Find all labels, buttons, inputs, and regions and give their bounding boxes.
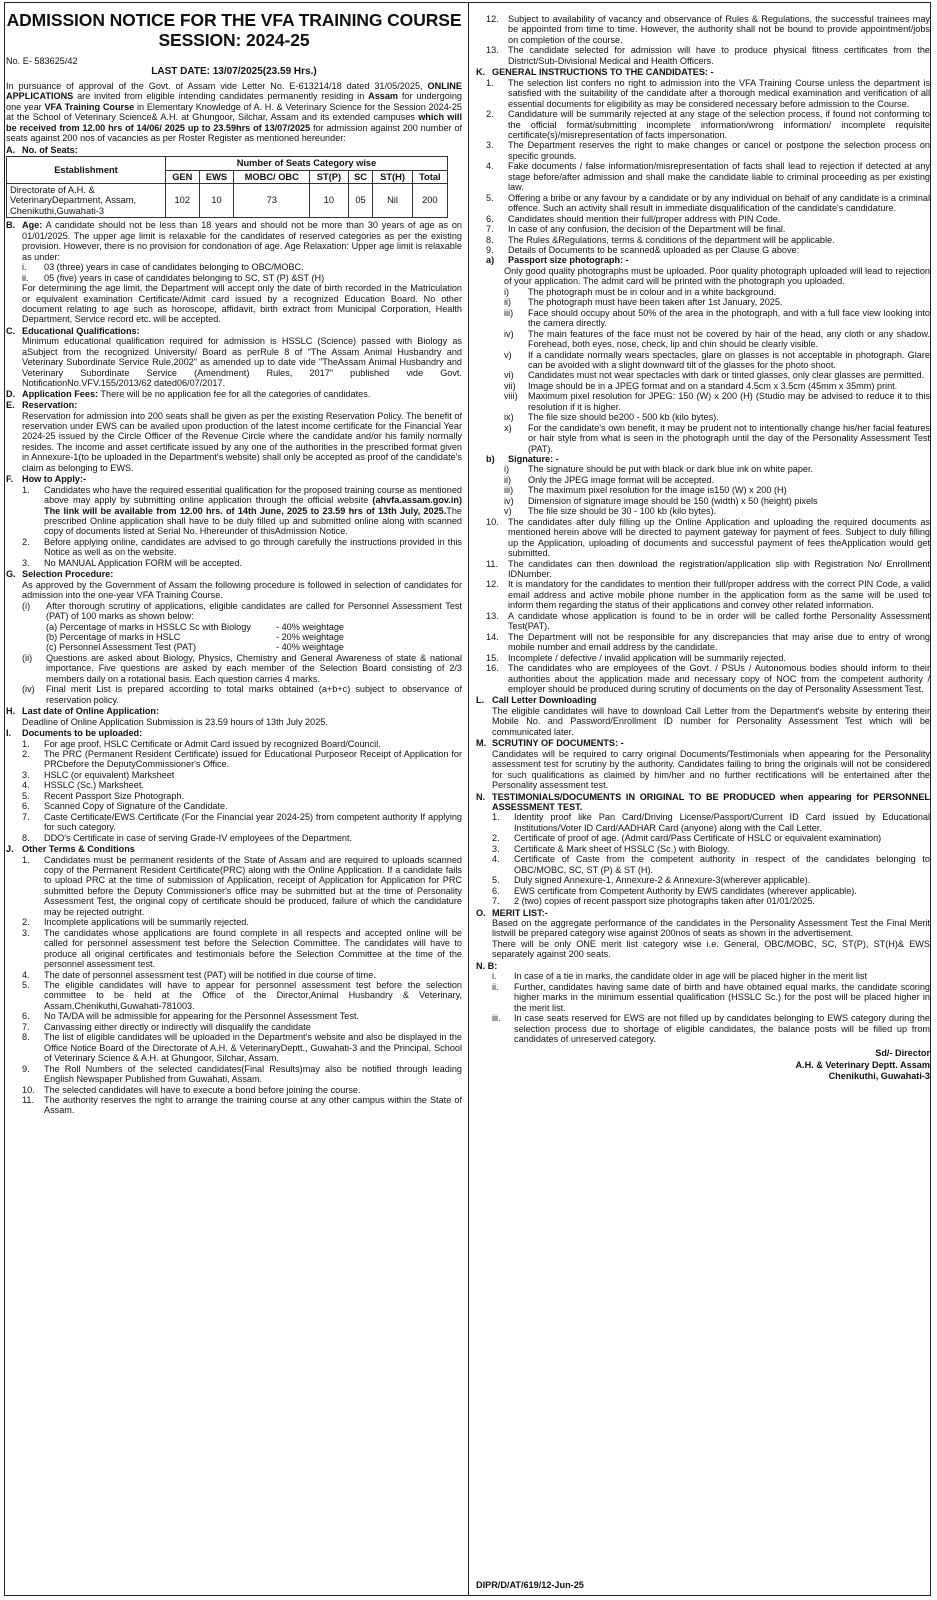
list-item: vii) Image should be in a JPEG format and on a standard 4.5cm x 3.5cm (45mm x 35mm) print.: [504, 380, 898, 391]
list-item: 11. The candidates can then download the registration/application slip with Registration No/ Enrollment IDNumber.: [486, 558, 930, 580]
section-e-heading: E. Reservation:: [6, 400, 78, 411]
weightage-row: (a) Percentage of marks in HSSLC Sc with Biology - 40% weightage: [46, 621, 344, 632]
photo-subheading: a) Passport size photograph: -: [486, 255, 629, 266]
signature-line: Chenikuthi, Guwahati-3: [828, 1071, 930, 1082]
table-cell: 10: [310, 183, 349, 217]
list-item: (i) After thorough scrutiny of applications, eligible candidates are called for Personnel Assessment Test (PAT) of 100 marks as shown below:: [22, 600, 462, 622]
list-item: i. 03 (three) years in case of candidates belonging to OBC/MOBC.: [22, 262, 304, 273]
table-col-header: ST(H): [373, 170, 412, 183]
reference-number: No. E- 583625/42: [6, 56, 78, 66]
table-cell: 200: [412, 183, 447, 217]
list-item: 2. Certificate of proof of age. (Admit card/Pass Certificate of HSLC or equivalent examination): [492, 833, 882, 844]
list-item: 12. It is mandatory for the candidates to mention their full/proper address with the correct PIN Code, a valid email address and active mobile phone number in the application form as the same will be used to inform them regarding the status of their applications and convey other related information.: [486, 579, 930, 611]
section-k-heading: K. GENERAL INSTRUCTIONS TO THE CANDIDATES: -: [476, 67, 714, 78]
list-item: 2. Incomplete applications will be summarily rejected.: [22, 917, 249, 928]
list-item: 4. HSSLC (Sc.) Marksheet.: [22, 780, 144, 791]
weightage-row: (b) Percentage of marks in HSLC - 20% weightage: [46, 632, 344, 643]
section-n-heading: N. TESTIMONIALS/DOCUMENTS IN ORIGINAL TO BE PRODUCED when appearing for PERSONNEL ASSESSMENT TEST.: [476, 791, 930, 812]
table-col-header: EWS: [199, 170, 234, 183]
section-c-text: Minimum educational qualification required for admission is HSSLC (Science) passed with Biology as aSubject from the recognized University/ Board as perRule 8 of "The Assam Animal Husbandry and Veterinary Subordinate Service Rule,2002" as amended up to date vide "TheAssam Animal Husbandry and Veterinary Subordinate Service (Amendment) Rules, 2017" published vide Govt. NotificationNo.VFV.155/2013/62 dated06/07/2017.: [22, 336, 462, 389]
section-l-heading: L. Call Letter Downloading: [476, 695, 597, 706]
section-j-heading: J. Other Terms & Conditions: [6, 844, 135, 855]
list-item: 13. A candidate whose application is found to be in order will be called forthe Personality Assessment Test(PAT).: [486, 610, 930, 632]
list-item: 6. EWS certificate from Competent Authority by EWS candidates (wherever applicable).: [492, 885, 857, 896]
table-col-header: GEN: [166, 170, 200, 183]
section-h-text: Deadline of Online Application Submission is 23.59 hours of 13th July 2025.: [22, 716, 328, 727]
list-item: 2. Before applying online, candidates are advised to go through carefully the instructions provided in this Notice as well as on the website.: [22, 536, 462, 558]
list-item: x) For the candidate's own benefit, it may be prudent not to intentionally change his/her facial features or hair style from what is seen in the photograph until the day of the Personality Assessment Test (PAT).: [504, 422, 930, 454]
list-item: 2. Candidature will be summarily rejected at any stage of the selection process, if found not conforming to the official format/submitting incomplete information/wrong information/ incomplete requisite certificate(s)/misrepresentation of facts impersonation.: [486, 109, 930, 140]
list-item: iv) Dimension of signature image should be 150 (width) x 50 (height) pixels: [504, 495, 818, 506]
list-item: (ii) Questions are asked about Biology, Physics, Chemistry and General Awareness of state & national importance. Five questions are asked by each member of the Selection Board consisting of 2/3 members daily on a rotational basis. Each question carries 4 marks.: [22, 652, 462, 684]
section-o-text-1: Based on the aggregate performance of the candidates in the Personality Assessment Test the Final Merit listwill be prepared category wise against 200nos of seats as shown in the advertisement.: [492, 917, 930, 939]
section-j-list: [6, 855, 462, 1116]
terms-continued-list: [476, 14, 930, 66]
signature-block: [476, 1048, 930, 1083]
section-i-heading: I. Documents to be uploaded:: [6, 728, 143, 739]
list-item: 3. The Department reserves the right to make changes or cancel or postpone the selection process on specific grounds.: [486, 140, 930, 161]
table-col-header: Total: [412, 170, 447, 183]
section-l-text: The eligible candidates will have to download Call Letter from the Department's website by entering their Mobile No. and Password/Enrollment ID number for Personality Assessment Test which will be communicated later.: [492, 705, 930, 737]
list-item: 6. Candidates should mention their full/proper address with PIN Code.: [486, 213, 781, 224]
weightage-row: (c) Personnel Assessment Test (PAT) - 40% weightage: [46, 642, 344, 653]
photo-text: Only good quality photographs must be uploaded. Poor quality photograph uploaded will lead to rejection of your application. The admit card will be printed with the photograph you uploaded.: [504, 265, 930, 287]
list-item: i. In case of a tie in marks, the candidate older in age will be placed higher in the merit list: [492, 971, 868, 982]
list-item: 5. Offering a bribe or any favour by a candidate or by any individual on behalf of any candidate is a criminal offence. Such an activity shall result in immediate disqualification of the candidate's candidature.: [486, 192, 930, 214]
last-date: LAST DATE: 13/07/2025(23.59 Hrs.): [151, 66, 317, 78]
section-n-list: [476, 812, 930, 906]
list-item: 11. The authority reserves the right to arrange the training course at any other campus within the State of Assam.: [22, 1094, 462, 1116]
table-cell: 10: [199, 183, 234, 217]
list-item: 1. Candidates who have the required essential qualification for the proposed training course as mentioned above may apply by submitting online application through the official website (ahvfa.assam.gov.in) The link will be available from 12.00 hrs. of 14th June, 2025 to 23.59 hrs of 13th July, 2025.The prescribed Online application shall have to be duly filled up and submitted online along with scanned copy of documents listed at Serial No. Hhereunder of thisAdmission Notice.: [22, 484, 462, 537]
list-item: v) The file size should be 30 - 100 kb (kilo bytes).: [504, 506, 717, 517]
list-item: 15. Incomplete / defective / invalid application will be summarily rejected.: [486, 652, 786, 663]
list-item: 1. Identity proof like Pan Card/Driving License/Passport/Current ID Card issued by Educational Institutions/Voter ID Card/AADHAR Card (anyone) along with the Call Letter.: [492, 812, 930, 833]
list-item: 4. Fake documents / false information/misrepresentation of facts shall lead to rejection if detected at any stage before/after admission and shall make the candidate liable to criminal proceeding as per existing law.: [486, 161, 930, 193]
list-item: 9. The Roll Numbers of the selected candidates(Final Results)may also be notified through leading English Newspaper Published from Guwahati, Assam.: [22, 1063, 462, 1085]
list-item: iii) Face should occupy about 50% of the area in the photograph, and with a full face view looking into the camera directly.: [504, 307, 930, 329]
list-item: 3. HSLC (or equivalent) Marksheet: [22, 769, 175, 780]
section-o-text-2: There will be only ONE merit list category wise i.e. General, OBC/MOBC, SC, ST(P), ST(H)& EWS separately against 200 seats.: [492, 938, 930, 960]
table-header-group: Number of Seats Category wise: [166, 157, 448, 170]
list-item: 7. 2 (two) copies of recent passport size photographs taken after 01/01/2025.: [492, 896, 815, 907]
section-g-text: As approved by the Government of Assam the following procedure is followed in selection of candidates for admission into the one-year VFA Training Course.: [22, 579, 462, 601]
list-item: ii) The photograph must have been taken after 1st January, 2025.: [504, 297, 783, 308]
seats-table: [6, 156, 448, 218]
list-item: 14. The Department will not be responsible for any discrepancies that may arise due to entry of wrong mobile number and email address by the candidate.: [486, 631, 930, 653]
section-c-heading: C. Educational Qualifications:: [6, 325, 140, 336]
section-a-heading: A. No. of Seats:: [6, 144, 78, 155]
list-item: iii. In case seats reserved for EWS are not filled up by candidates belonging to EWS category during the selection process due to shortage of eligible candidates, the balance posts will be filled up from candidates of unreserved category.: [492, 1013, 930, 1044]
list-item: ii. Further, candidates having same date of birth and have obtained equal marks, the candidate scoring higher marks in the minimum essential qualification (HSSLC Sc.) for the post will be placed higher in the merit list.: [492, 981, 930, 1013]
section-b: B. Age: A candidate should not be less than 18 years and should not be more than 30 years of age as on 01/01/2025. The upper age limit is relaxable for the candidates of reserved categories as per the existing provision. However, there is no provision for condonation of age. Age Relaxation: Upper age limit is relaxable as under:: [6, 220, 462, 262]
right-column: [476, 0, 930, 1596]
list-item: 10. The selected candidates will have to execute a bond before joining the course.: [22, 1084, 361, 1095]
section-g-list: [6, 601, 462, 706]
list-item: 5. Duly signed Annexure-1, Annexure-2 & Annexure-3(wherever applicable).: [492, 875, 811, 886]
list-item: 5. The eligible candidates will have to appear for personnel assessment test before the selection committee to be held at the Office of the Director,Animal Husbandry & Veterinary, Assam,Chenikuthi,Guwahati-781003.: [22, 979, 462, 1011]
list-item: ix) The file size should be200 - 500 kb (kilo bytes).: [504, 412, 719, 423]
list-item: 12. Subject to availability of vacancy and observance of Rules & Regulations, the successful trainees may be appointed from time to time. However, the authority shall not be bound to provide appointment/jobs on completion of the course.: [486, 14, 930, 45]
nb-heading: N. B:: [476, 960, 498, 971]
list-item: i) The photograph must be in colour and in a white background.: [504, 286, 777, 297]
list-item: 2. The PRC (Permanent Resident Certificate) issued for Educational Purposeor Receipt of Application for PRCbefore the DeputyCommissioner's Office.: [22, 749, 462, 770]
list-item: 10. The candidates after duly filling up the Online Application and uploading the required documents as mentioned herein above will be directed to payment gateway for payment of fees. Subject to duly filling up the Application, uploading of documents and successful payment of fees theApplication would get submitted.: [486, 516, 930, 559]
table-cell: 73: [234, 183, 310, 217]
table-header-establishment: Establishment: [7, 157, 166, 184]
table-row: [7, 183, 448, 217]
signature-line: A.H. & Veterinary Deptt. Assam: [795, 1059, 930, 1070]
table-col-header: ST(P): [310, 170, 349, 183]
section-f-list: [6, 485, 462, 569]
photo-list: [486, 287, 930, 454]
section-e-text: Reservation for admission into 200 seats shall be given as per the existing Reservation Policy. The benefit of reservation under EWS can be availed upon production of the latest income certificate for the Financial Year 2024-25 issued by the Circle Officer of the Revenue Circle where the candidate and/or his family normally resides. The income and asset certificate issued by any one of the authorities in the prescribed format given in Annexure-1(to be uploaded in the Department's website) shall only be accepted as proof of the candidate's claim as belonging to EWS.: [22, 410, 462, 473]
section-i-list: [6, 739, 462, 844]
list-item: ii) Only the JPEG image format will be accepted.: [504, 474, 715, 485]
list-item: iv) The main features of the face must not be covered by hair of the head, any cloth or any shadow. Forehead, both eyes, nose, check, lip and chin should be clearly visible.: [504, 328, 930, 350]
list-item: 1. Candidates must be permanent residents of the State of Assam and are required to uploads scanned copy of the Permanent Resident Certificate(PRC) along with the Online Application. If a candidate fails to upload PRC at the time of submission of Application, receipt of Application for Application for PRC submitted before the Deputy Commissioner's office may be submitted but at the time of Personality Assessment Test, the original copy of certificate should be produced, failure of which the candidature may be rejected outright.: [22, 854, 462, 917]
list-item: 6. No TA/DA will be admissible for appearing for the Personnel Assessment Test.: [22, 1011, 359, 1022]
section-b-text: For determining the age limit, the Department will accept only the date of birth recorded in the Matriculation or equivalent examination Certificate/Admit card issued by a recognized Education Board. No other document relating to age such as horoscope, affidavit, birth extract from Municipal Corporation, Health Department, Service record etc. will be accepted.: [22, 283, 462, 325]
list-item: v) If a candidate normally wears spectacles, glare on glasses is not acceptable in photograph. Glare can be avoided with a slight downward tilt of the glasses for the photo shoot.: [504, 349, 930, 370]
table-col-header: SC: [348, 170, 373, 183]
list-item: i) The signature should be put with black or dark blue ink on white paper.: [504, 464, 814, 475]
table-cell-establishment: Directorate of A.H. & VeterinaryDepartment, Assam, Chenikuthi,Guwahati-3: [7, 183, 166, 217]
nb-list: [476, 971, 930, 1044]
signature-line: Sd/- Director: [875, 1048, 930, 1059]
list-item: 13. The candidate selected for admission will have to produce physical fitness certificates from the District/Sub-Divisional Medical and Health Officers.: [486, 45, 930, 66]
section-b-list: [6, 262, 462, 283]
list-item: 3. Certificate & Mark sheet of HSSLC (Sc.) with Biology.: [492, 843, 730, 854]
section-g-heading: G. Selection Procedure:: [6, 569, 114, 580]
section-h-heading: H. Last date of Online Application:: [6, 706, 160, 717]
section-d: D. Application Fees: There will be no application fee for all the categories of candidates.: [6, 388, 371, 399]
notice-title: [6, 10, 462, 50]
list-item: 1. For age proof, HSLC Certificate or Admit Card issued by recognized Board/Council.: [22, 738, 381, 749]
dipr-reference: DIPR/D/AT/619/12-Jun-25: [476, 1579, 584, 1590]
list-item: vi) Candidates must not wear spectacles with dark or tinted glasses, only clear glasses are permitted.: [504, 370, 925, 381]
signature-list: [486, 464, 930, 516]
section-m-text: Candidates will be required to carry original Documents/Testimonials when appearing for the Personality assessment test for scrutiny by the authority. Candidates failing to bring the originals will not be considered for such qualifications as claimed by him/her and no further rectifications will be entertained after the Personality assessment test.: [492, 748, 930, 791]
list-item: 9. Details of Documents to be scanned& uploaded as per Clause G above:: [486, 244, 800, 255]
list-item: 8. The Rules &Regulations, terms & conditions of the department will be applicable.: [486, 234, 835, 245]
list-item: iii) The maximum pixel resolution for the image is150 (W) x 200 (H): [504, 485, 787, 496]
list-item: 6. Scanned Copy of Signature of the Candidate.: [22, 801, 228, 812]
list-item: 7. Canvassing either directly or indirectly will disqualify the candidate: [22, 1021, 311, 1032]
list-item: 4. The date of personnel assessment test (PAT) will be notified in due course of time.: [22, 969, 376, 980]
column-divider: [468, 2, 469, 1596]
list-item: 4. Certificate of Caste from the competent authority in respect of the candidates belonging to OBC/MOBC, SC, ST (P) & ST (H).: [492, 854, 930, 875]
table-cell: 05: [348, 183, 373, 217]
weightage-list: [22, 622, 462, 653]
list-item: ii. 05 (five) years in case of candidates belonging to SC, ST (P) &ST (H): [22, 272, 325, 283]
list-item: 7. Caste Certificate/EWS Certificate (For the Financial year 2024-25) from competent authority If applying for such category.: [22, 811, 462, 833]
list-item: 8. The list of eligible candidates will be uploaded in the Department's website and also be displayed in the Office Notice Board of the Directorate of A.H. & VeterinaryDeptt., Guwahati-3 and the Principal, School of Veterinary Science & A.H. at Ghungoor, Silchar, Assam.: [22, 1032, 462, 1064]
section-k-list: [476, 78, 930, 695]
section-f-heading: F. How to Apply:-: [6, 474, 87, 485]
left-column: [6, 0, 462, 1116]
list-item: 3. No MANUAL Application FORM will be accepted.: [22, 557, 242, 568]
title-line-1: ADMISSION NOTICE FOR THE VFA TRAINING COURSE: [6, 10, 462, 30]
list-item: 3. The candidates whose applications are found complete in all respects and accepted online will be called for personnel assessment test before the Selection Committee. The candidates will have to produce all original certificates and testimonials before the Selection Committee at the time of the personnel assessment test.: [22, 927, 462, 970]
table-cell: 102: [166, 183, 200, 217]
list-item: 8. DDO's Certificate in case of serving Grade-IV employees of the Department.: [22, 832, 353, 843]
section-m-heading: M. SCRUTINY OF DOCUMENTS: -: [476, 738, 624, 749]
title-line-2: SESSION: 2024-25: [158, 30, 310, 50]
intro-paragraph: In pursuance of approval of the Govt. of Assam vide Letter No. E-613214/18 dated 31/05/2025, ONLINE APPLICATIONS are invited from eligible intending candidates permanently residing in Assam for undergoing one year VFA Training Course in Elementary Knowledge of A. H. & Veterinary Science for the Session 2024-25 at the School of Veterinary Science& A.H. at Ghungoor, Silchar, Assam and its extended campuses which will be received from 12.00 hrs of 14/06/ 2025 up to 23.59hrs of 13/07/2025 for admission against 200 number of seats against 200 nos of vacancies as per Roster Register as mentioned hereunder:: [6, 80, 463, 144]
section-o-heading: O. MERIT LIST:-: [476, 907, 548, 918]
list-item: 1. The selection list confers no right to admission into the VFA Training Course unless the department is satisfied with the suitability of the candidate after a thorough medical examination and verification of all essential documents for eligibility as may be considered necessary before admission to the Course.: [486, 77, 930, 109]
signature-subheading: b) Signature: -: [486, 454, 559, 465]
table-cell: Nil: [373, 183, 412, 217]
list-item: 5. Recent Passport Size Photograph.: [22, 790, 184, 801]
list-item: 16. The candidates who are employees of the Govt. / PSUs / Autonomous bodies should inform to their authorities about the application made and necessary copy of NOC from the competent authority / employer should be produced during scrutiny of documents on the day of Personality Assessment Test.: [486, 663, 930, 694]
table-col-header: MOBC/ OBC: [234, 170, 310, 183]
list-item: viii) Maximum pixel resolution for JPEG: 150 (W) x 200 (H) (Studio may be advised to reduce it to this resolution if it is higher.: [504, 391, 930, 412]
list-item: 7. In case of any confusion, the decision of the Department will be final.: [486, 224, 786, 235]
list-item: (iv) Final merit List is prepared according to total marks obtained (a+b+c) subject to observance of reservation policy.: [22, 684, 462, 705]
